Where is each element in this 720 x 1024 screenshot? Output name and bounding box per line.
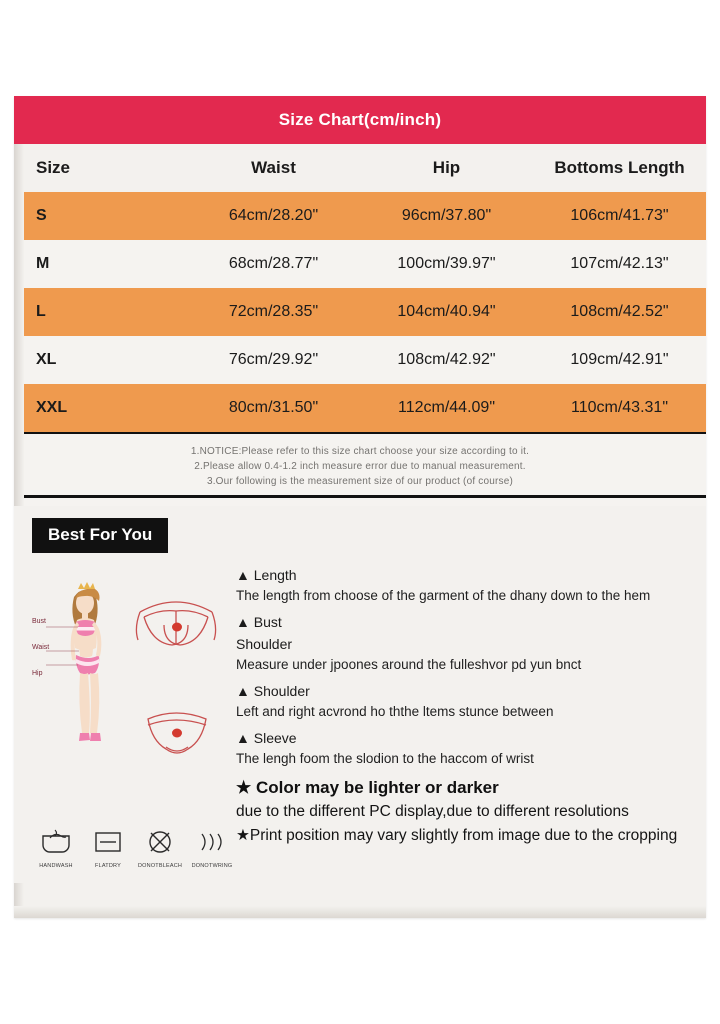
instruction-heading: ▲ Shoulder: [236, 683, 310, 699]
size-chart-table: [14, 144, 706, 432]
instruction-body: Measure under jpoones around the fulleshvor pd yun bnct: [236, 657, 582, 672]
cell-bottoms-length: 107cm/42.13": [533, 240, 706, 288]
do-not-wring-icon: [194, 826, 230, 856]
header-size: Size: [14, 144, 187, 192]
cell-size: M: [14, 240, 187, 288]
cell-size: XL: [14, 336, 187, 384]
care-symbol-flat-dry: [86, 826, 130, 869]
female-figure-icon: [71, 582, 102, 741]
instruction-heading: Shoulder: [236, 636, 293, 652]
size-label-card: [14, 96, 706, 918]
care-caption: DONOTWRING: [191, 863, 233, 869]
cell-size: L: [14, 288, 187, 336]
do-not-bleach-icon: [142, 826, 178, 856]
callout-display: due to the different PC display,due to different resolutions: [236, 803, 629, 820]
note-line: 2.Please allow 0.4-1.2 inch measure error due to manual measurement.: [194, 461, 526, 472]
care-caption: FLATDRY: [95, 863, 121, 869]
note-line: 3.Our following is the measurement size of our product (of course): [206, 476, 514, 487]
table-row: [14, 240, 706, 288]
measurement-instructions: [236, 561, 696, 849]
cell-hip: 96cm/37.80": [360, 192, 533, 240]
size-chart-notes: [14, 432, 706, 506]
mini-label-waist: Waist: [32, 644, 50, 651]
cell-waist: 76cm/29.92": [187, 336, 360, 384]
card-edge-bottom: [14, 906, 706, 918]
instruction-body: The lengh foom the slodion to the haccom of wrist: [236, 751, 534, 766]
best-for-you-badge: Best For You: [32, 518, 168, 553]
header-hip: Hip: [360, 144, 533, 192]
cell-hip: 112cm/44.09": [360, 384, 533, 432]
cell-size: S: [14, 192, 187, 240]
best-for-you-body: [14, 553, 706, 883]
instruction-body: The length from choose of the garment of the dhany down to the hem: [236, 588, 651, 603]
care-symbol-do-not-bleach: [138, 826, 182, 869]
best-for-you-section: [14, 506, 706, 883]
cell-hip: 100cm/39.97": [360, 240, 533, 288]
measurement-illustration-icon: [32, 567, 232, 817]
table-header-row: [14, 144, 706, 192]
section-divider: [14, 495, 706, 498]
hand-wash-icon: [38, 826, 74, 856]
size-chart-title: Size Chart(cm/inch): [14, 96, 706, 144]
mini-label-hip: Hip: [32, 670, 43, 677]
instruction-body: Left and right acvrond ho ththe ltems stunce between: [236, 704, 554, 719]
callout-color: ★ Color may be lighter or darker: [236, 778, 499, 797]
header-bottoms-length: Bottoms Length: [533, 144, 706, 192]
table-row: [14, 192, 706, 240]
care-caption: DONOTBLEACH: [138, 863, 183, 869]
header-waist: Waist: [187, 144, 360, 192]
cell-waist: 72cm/28.35": [187, 288, 360, 336]
note-line: 1.NOTICE:Please refer to this size chart choose your size according to it.: [190, 446, 530, 457]
table-row: [14, 288, 706, 336]
measurement-mini-labels: [32, 609, 49, 687]
care-symbol-hand-wash: [34, 826, 78, 869]
cell-bottoms-length: 110cm/43.31": [533, 384, 706, 432]
cell-bottoms-length: 108cm/42.52": [533, 288, 706, 336]
instruction-heading: ▲ Sleeve: [236, 730, 297, 746]
cell-hip: 108cm/42.92": [360, 336, 533, 384]
instruction-heading: ▲ Bust: [236, 614, 282, 630]
cell-waist: 80cm/31.50": [187, 384, 360, 432]
care-symbol-do-not-wring: [190, 826, 234, 869]
do-not-tumble-dry-icon: [90, 826, 126, 856]
table-row: [14, 336, 706, 384]
cell-waist: 64cm/28.20": [187, 192, 360, 240]
bra-marker-icon: [172, 623, 182, 632]
cell-bottoms-length: 109cm/42.91": [533, 336, 706, 384]
callout-print-position: ★Print position may vary slightly from image due to the cropping: [236, 827, 678, 844]
panty-marker-icon: [172, 729, 182, 738]
cell-bottoms-length: 106cm/41.73": [533, 192, 706, 240]
care-caption: HANDWASH: [39, 863, 73, 869]
cell-waist: 68cm/28.77": [187, 240, 360, 288]
table-row: [14, 384, 706, 432]
cell-hip: 104cm/40.94": [360, 288, 533, 336]
cell-size: XXL: [14, 384, 187, 432]
care-symbols-row: [34, 826, 234, 869]
mini-label-bust: Bust: [32, 618, 47, 625]
instruction-heading: ▲ Length: [236, 567, 297, 583]
